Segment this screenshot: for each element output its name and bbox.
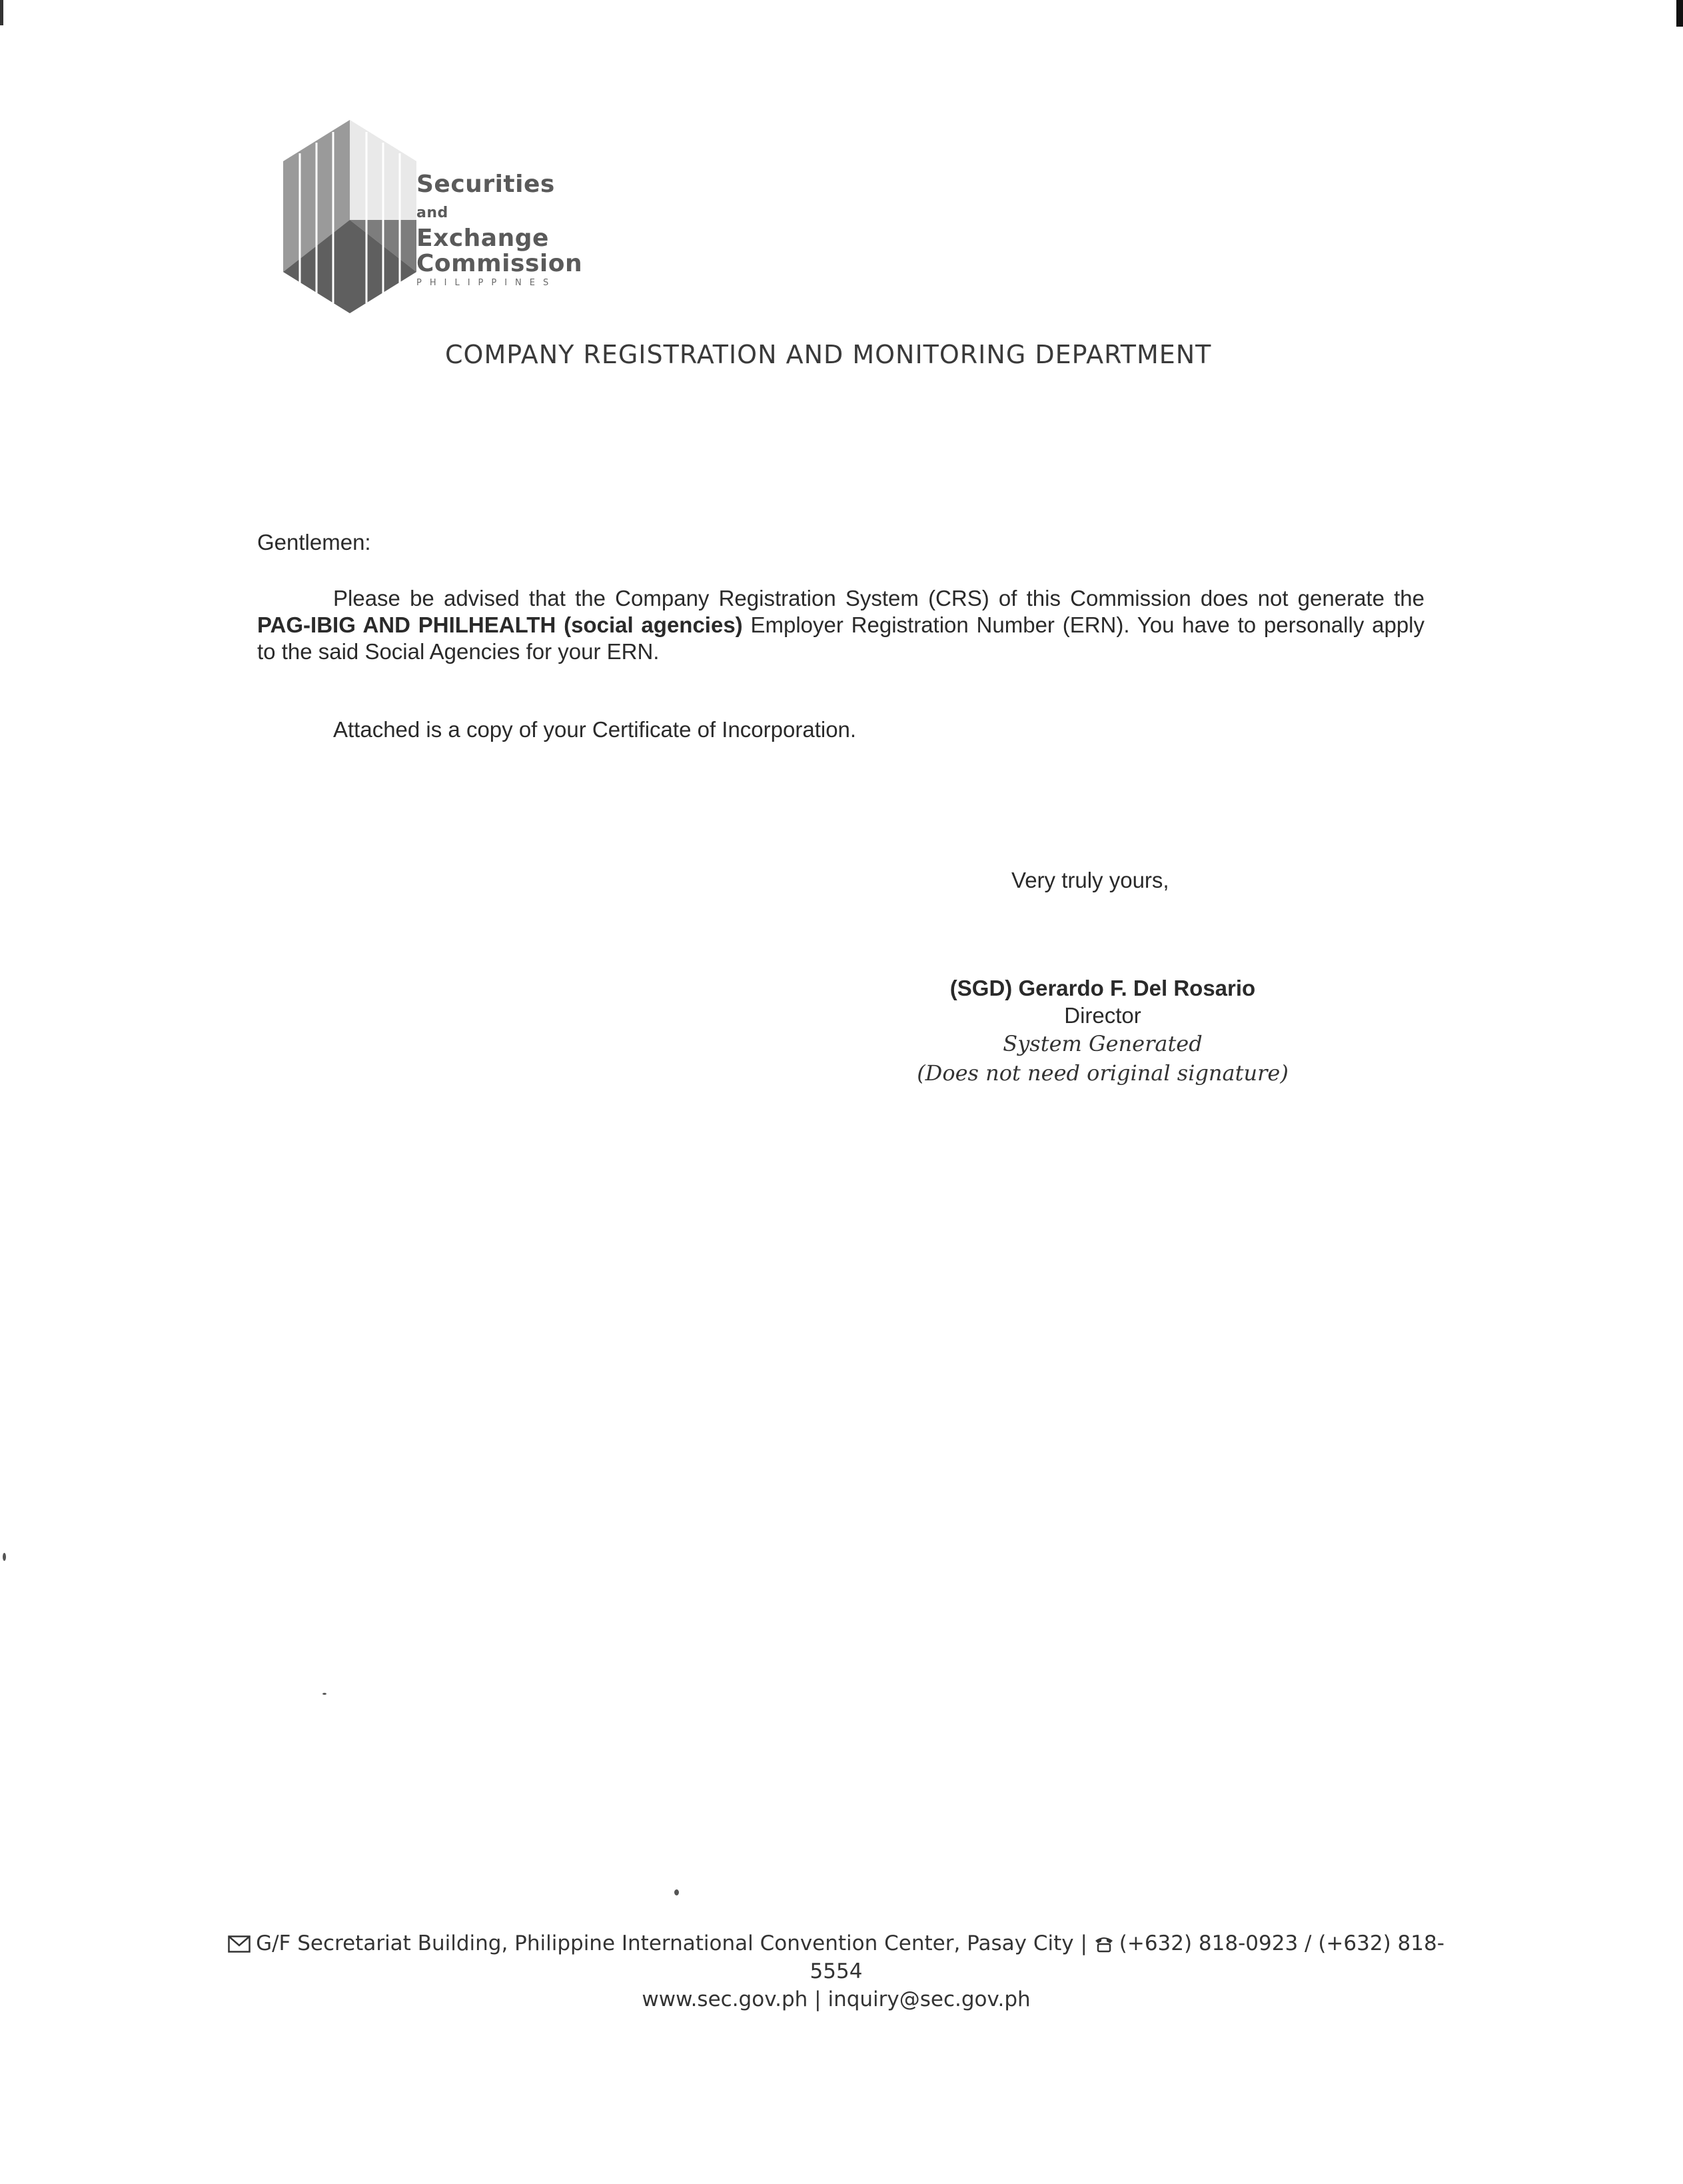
scan-speck	[674, 1889, 679, 1895]
footer-phone-continued: 5554	[810, 1959, 863, 1983]
signatory-name: (SGD) Gerardo F. Del Rosario	[949, 976, 1256, 1000]
logo-line-exchange: Exchange	[416, 225, 549, 252]
scan-speck	[3, 1553, 6, 1561]
sec-logo	[283, 120, 590, 320]
body-paragraph	[257, 585, 1424, 665]
footer-address-line	[170, 1929, 1502, 1957]
footer-address: G/F Secretariat Building, Philippine International Convention Center, Pasay City |	[256, 1931, 1087, 1955]
logo-subtitle: PHILIPPINES	[416, 278, 557, 288]
logo-line-securities: Securities	[416, 171, 555, 198]
footer-web: www.sec.gov.ph | inquiry@sec.gov.ph	[642, 1987, 1031, 2011]
signature-disclaimer: (Does not need original signature)	[917, 1060, 1289, 1086]
salutation: Gentlemen:	[257, 530, 371, 554]
closing: Very truly yours,	[1011, 868, 1169, 892]
envelope-icon	[228, 1935, 251, 1953]
sec-logo-mark-icon	[283, 120, 416, 313]
body-text-part1: Please be advised that the Company Registration System (CRS) of this Commission does not generate the	[333, 586, 1424, 610]
footer-phone: (+632) 818-0923 / (+632) 818-	[1119, 1931, 1444, 1955]
sec-logo-text	[416, 172, 590, 288]
body-text-bold: PAG-IBIG AND PHILHEALTH (social agencies)	[257, 612, 743, 637]
attached-note: Attached is a copy of your Certificate of Incorporation.	[333, 717, 857, 742]
body-text-part2: Employer Registration Number (ERN). You have to personally apply to the said Social Agencies for your ERN.	[257, 612, 1425, 664]
logo-line-commission: Commission	[416, 250, 583, 277]
scan-speck	[322, 1693, 326, 1695]
logo-line-and: and	[416, 205, 448, 221]
scan-edge-left	[0, 0, 3, 25]
system-generated-note: System Generated	[1003, 1031, 1203, 1056]
signatory-title: Director	[1064, 1003, 1141, 1028]
scan-edge-right	[1676, 0, 1683, 27]
phone-icon	[1094, 1935, 1114, 1953]
signature-block	[913, 974, 1293, 1088]
footer	[170, 1929, 1502, 2013]
department-heading: COMPANY REGISTRATION AND MONITORING DEPARTMENT	[445, 340, 1212, 369]
